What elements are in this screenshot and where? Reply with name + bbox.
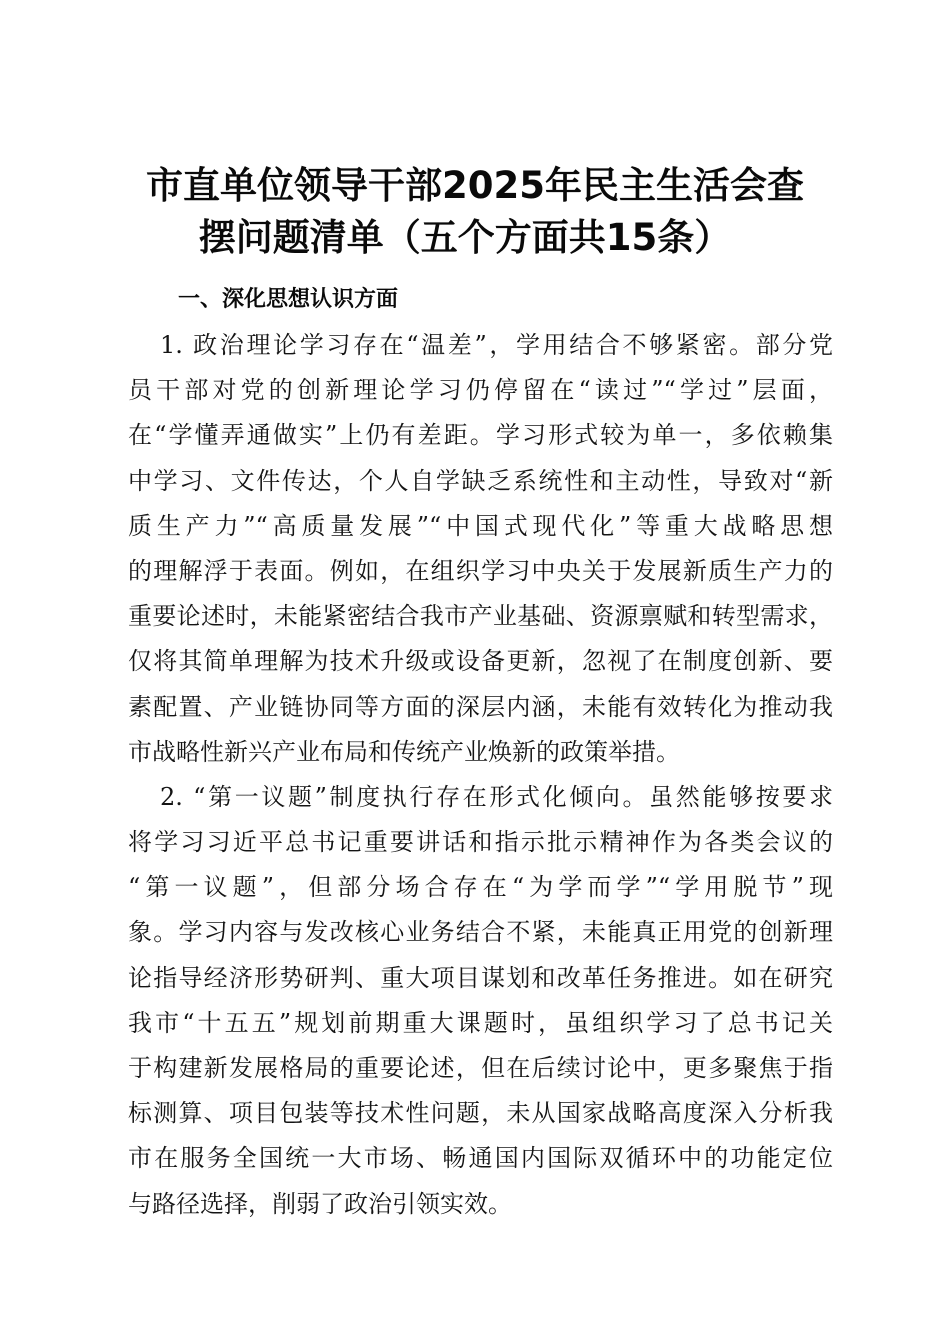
paragraph-line: 将学习习近平总书记重要讲话和指示批示精神作为各类会议的 xyxy=(128,828,833,857)
paragraph-line: 标测算、项目包装等技术性问题，未从国家战略高度深入分析我 xyxy=(128,1099,833,1128)
paragraph-line: 与路径选择，削弱了政治引领实效。 xyxy=(128,1189,512,1218)
paragraph-line: 市在服务全国统一大市场、畅通国内国际双循环中的功能定位 xyxy=(128,1144,833,1173)
document-title xyxy=(100,160,850,264)
title-line-1: 市直单位领导干部2025年民主生活会查 xyxy=(146,163,804,207)
paragraph-line: 仅将其简单理解为技术升级或设备更新，忽视了在制度创新、要 xyxy=(128,647,833,676)
paragraph-line: 质生产力”“高质量发展”“中国式现代化”等重大战略思想 xyxy=(128,511,833,540)
section-body xyxy=(128,323,833,1227)
paragraph-line: 的理解浮于表面。例如，在组织学习中央关于发展新质生产力的 xyxy=(128,556,833,585)
paragraph-line: 1. 政治理论学习存在“温差”，学用结合不够紧密。部分党 xyxy=(160,331,833,359)
paragraph-line: 素配置、产业链协同等方面的深层内涵，未能有效转化为推动我 xyxy=(128,692,833,721)
paragraph-line: 在“学懂弄通做实”上仍有差距。学习形式较为单一，多依赖集 xyxy=(128,421,833,450)
paragraph-line: 论指导经济形势研判、重大项目谋划和改革任务推进。如在研究 xyxy=(128,963,833,992)
issue-item-1 xyxy=(128,323,833,775)
paragraph-line: 于构建新发展格局的重要论述，但在后续讨论中，更多聚焦于指 xyxy=(128,1054,833,1082)
paragraph-line: 中学习、文件传达，个人自学缺乏系统性和主动性，导致对“新 xyxy=(128,466,833,495)
section-heading-ideological-understanding: 一、深化思想认识方面 xyxy=(178,287,399,312)
title-line-2: 摆问题清单（五个方面共15条） xyxy=(198,215,732,259)
paragraph-line: “第一议题”，但部分场合存在“为学而学”“学用脱节”现 xyxy=(128,873,833,902)
paragraph-line: 员干部对党的创新理论学习仍停留在“读过”“学过”层面， xyxy=(128,376,833,405)
paragraph-line: 重要论述时，未能紧密结合我市产业基础、资源禀赋和转型需求， xyxy=(128,602,833,631)
paragraph-line: 象。学习内容与发改核心业务结合不紧，未能真正用党的创新理 xyxy=(128,918,833,947)
issue-item-2 xyxy=(128,775,833,1227)
paragraph-line: 我市“十五五”规划前期重大课题时，虽组织学习了总书记关 xyxy=(128,1008,833,1037)
paragraph-line: 2. “第一议题”制度执行存在形式化倾向。虽然能够按要求 xyxy=(160,782,833,811)
paragraph-line: 市战略性新兴产业布局和传统产业焕新的政策举措。 xyxy=(128,737,680,766)
